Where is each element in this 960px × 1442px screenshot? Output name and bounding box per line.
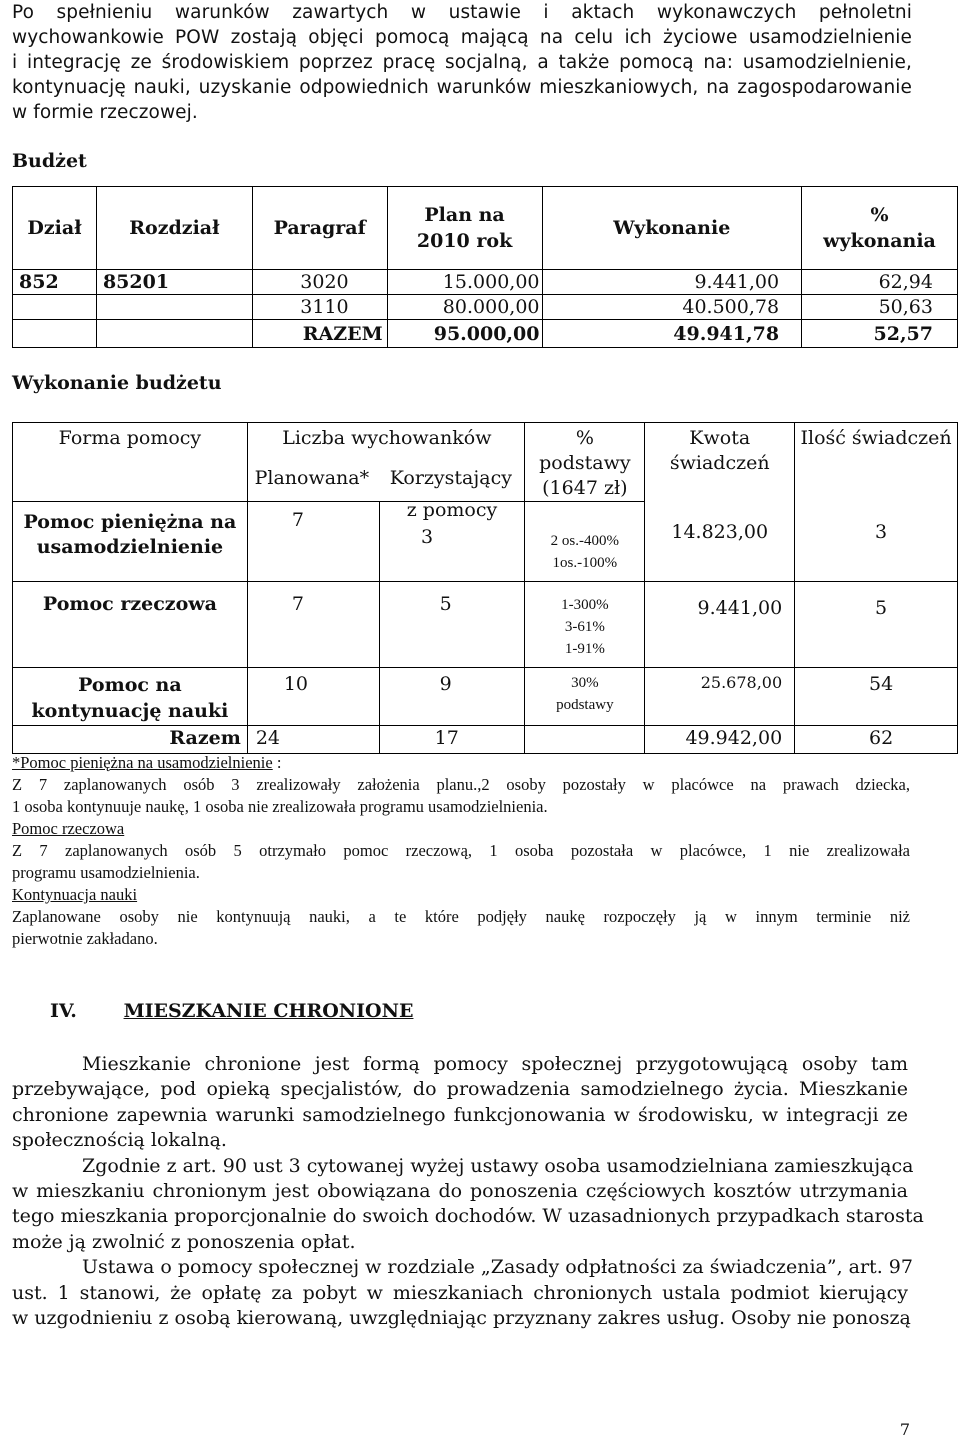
intro-line: wychowankowie POW zostają objęci pomocą mającą na celu ich życiowe usamodzielnienie: [12, 27, 912, 48]
col-header-kwota-line2: świadczeń: [669, 452, 770, 474]
col-header-plan-line1: Plan na: [424, 204, 505, 226]
cell-wykonanie: 40.500,78: [542, 295, 802, 320]
cell-wykonanie: 9.441,00: [542, 270, 802, 295]
col-header-dzial: Dział: [13, 187, 97, 270]
body-line: w mieszkaniu chronionym jest obowiązana do ponoszenia częściowych kosztów utrzymania: [12, 1180, 908, 1203]
note-line: Zaplanowane osoby nie kontynuują nauki, a te które podjęły naukę rozpoczęły ją w innym terminie niż: [12, 907, 910, 926]
table-row: [13, 668, 958, 726]
col-header-pct-line1: %: [575, 427, 594, 449]
cell-forma: [13, 726, 248, 754]
cell-plan: 95.000,00: [387, 320, 542, 348]
col-header-forma-label: Forma pomocy: [58, 427, 202, 449]
table-row: [13, 295, 958, 320]
col-header-pct: [525, 423, 645, 502]
col-header-procent: [802, 187, 958, 270]
budget-table: [12, 186, 958, 348]
cell-plan: 80.000,00: [387, 295, 542, 320]
cell-pct-line2: 1os.-100%: [552, 555, 618, 571]
col-header-pct-line2: podstawy: [539, 452, 631, 474]
cell-pct-line2: 3-61%: [564, 619, 605, 635]
cell-paragraf: 3110: [252, 295, 387, 320]
col-header-procent-line2: wykonania: [823, 230, 936, 252]
col-header-kwota: [645, 423, 795, 582]
body-line: w uzgodnieniu z osobą kierowaną, uwzględniając przyznany zakres usług. Osoby nie ponoszą: [12, 1307, 911, 1330]
cell-pct-line2: podstawy: [556, 697, 614, 713]
col-header-korzystajacy: Korzystający: [389, 467, 512, 489]
cell-ilosc: [795, 668, 958, 726]
cell-ilosc: 3: [875, 521, 888, 543]
cell-kwota-value: 9.441,00: [697, 597, 783, 619]
col-header-pct-line3: (1647 zł): [542, 477, 628, 499]
body-line: ust. 1 stanowi, że opłatę za pobyt w mieszkaniach chronionych ustala podmiot kierujący: [12, 1281, 908, 1304]
table-row-total: [13, 726, 958, 754]
note-line: Z 7 zaplanowanych osób 5 otrzymało pomoc rzeczową, 1 osoba pozostała w placówce, 1 nie zrealizowała: [12, 841, 910, 860]
cell-dzial: 852: [13, 270, 97, 295]
intro-line: i integrację ze środowiskiem poprzez pracę socjalną, a także pomocą na: usamodzielnienie,: [12, 52, 912, 73]
col-header-ilosc: [795, 423, 958, 582]
cell-korzystajacy-value: 3: [420, 526, 434, 548]
note-title-text: *Pomoc pieniężna na usamodzielnienie: [12, 753, 273, 772]
section-heading: [50, 1000, 413, 1022]
body-line: tego mieszkania proporcjonalnie do swoich dochodów. W uzasadnionych przypadkach starosta: [12, 1205, 924, 1228]
col-header-forma: [13, 423, 248, 502]
cell-planowana-value: 7: [291, 593, 304, 615]
note-title-colon: :: [272, 753, 282, 772]
cell-korzystajacy: [379, 668, 525, 726]
cell-dzial: [13, 320, 97, 348]
cell-pct: [525, 582, 645, 668]
body-line: społecznością lokalną.: [12, 1129, 227, 1152]
cell-forma-line1: Razem: [169, 727, 241, 749]
cell-kwota: [645, 726, 795, 754]
cell-plan: 15.000,00: [387, 270, 542, 295]
body-line: może ją zwolnić z ponoszenia opłat.: [12, 1230, 356, 1253]
col-header-korzystajacy-line2: z pomocy: [406, 499, 498, 521]
cell-planowana-value: 7: [291, 509, 304, 531]
cell-wykonanie: 49.941,78: [542, 320, 802, 348]
body-line: przebywające, pod opieką specjalistów, do prowadzenia samodzielnego życia. Mieszkanie: [12, 1078, 908, 1101]
cell-rozdzial: [96, 320, 252, 348]
cell-kwota: 14.823,00: [671, 521, 769, 543]
col-header-procent-line1: %: [870, 204, 889, 226]
table-row: [13, 270, 958, 295]
table-row: [13, 582, 958, 668]
execution-header-row: [13, 423, 958, 502]
note-line: pierwotnie zakładano.: [12, 929, 158, 948]
execution-heading: Wykonanie budżetu: [12, 372, 222, 394]
cell-rozdzial: 85201: [96, 270, 252, 295]
col-header-liczba-label: Liczba wychowanków: [282, 427, 492, 449]
cell-forma-line1: Pomoc pieniężna na: [23, 511, 237, 533]
cell-kwota: [645, 668, 795, 726]
body-line: Zgodnie z art. 90 ust 3 cytowanej wyżej ustawy osoba usamodzielniana zamieszkująca: [82, 1154, 914, 1177]
col-header-paragraf: Paragraf: [252, 187, 387, 270]
execution-table: [12, 422, 958, 754]
col-header-kwota-line1: Kwota: [689, 427, 751, 449]
intro-line: kontynuację nauki, uzyskanie odpowiednich warunków mieszkaniowych, na zagospodarowanie: [12, 77, 912, 98]
section-body: [12, 1052, 924, 1331]
page-number: 7: [899, 1420, 910, 1439]
note-line: programu usamodzielnienia.: [12, 863, 200, 882]
cell-procent: 62,94: [802, 270, 958, 295]
note-title: Kontynuacja nauki: [12, 885, 138, 904]
cell-pct-line1: 2 os.-400%: [550, 533, 619, 549]
cell-pct-line3: 1-91%: [564, 641, 605, 657]
cell-kwota: [645, 582, 795, 668]
cell-ilosc-value: 5: [875, 597, 888, 619]
cell-kwota-value: 25.678,00: [700, 673, 783, 692]
cell-kwota-value: 49.942,00: [685, 727, 783, 749]
col-header-wykonanie: Wykonanie: [542, 187, 802, 270]
col-header-plan: [387, 187, 542, 270]
section-number: IV.: [50, 1000, 77, 1022]
cell-korzystajacy: [379, 499, 525, 582]
cell-forma-line1: Pomoc rzeczowa: [42, 593, 217, 615]
cell-pct-line1: 1-300%: [561, 597, 609, 613]
col-header-liczba: [247, 423, 525, 502]
intro-paragraph: [12, 0, 912, 125]
cell-forma-line2: usamodzielnienie: [36, 536, 224, 558]
cell-korzystajacy-value: 9: [439, 673, 452, 695]
cell-rozdzial: [96, 295, 252, 320]
cell-ilosc: [795, 726, 958, 754]
cell-pct: [525, 668, 645, 726]
body-line: Ustawa o pomocy społecznej w rozdziale „Zasady odpłatności za świadczenia”, art. 97: [82, 1256, 913, 1279]
note-title: [12, 752, 910, 774]
body-line: chronione zapewnia warunki samodzielnego funkcjonowania w środowisku, w integracji ze: [12, 1103, 908, 1126]
cell-planowana: [247, 668, 379, 726]
note-title: Pomoc rzeczowa: [12, 819, 125, 838]
intro-line: w formie rzeczowej.: [12, 102, 198, 123]
cell-paragraf: 3020: [252, 270, 387, 295]
budget-heading: Budżet: [12, 150, 87, 172]
body-line: Mieszkanie chronione jest formą pomocy społecznej przygotowującą osoby tam: [82, 1053, 908, 1075]
section-title: MIESZKANIE CHRONIONE: [123, 1000, 414, 1022]
cell-procent: 52,57: [802, 320, 958, 348]
cell-forma: [13, 502, 248, 582]
budget-header-row: [13, 187, 958, 270]
cell-paragraf: RAZEM: [252, 320, 387, 348]
table-row-total: [13, 320, 958, 348]
cell-pct: [525, 726, 645, 754]
cell-pct-line1: 30%: [571, 675, 599, 691]
notes-section: [12, 752, 910, 950]
cell-korzystajacy: [379, 582, 525, 668]
cell-planowana: [247, 726, 379, 754]
cell-forma: [13, 582, 248, 668]
col-header-planowana: Planowana*: [254, 467, 370, 489]
intro-line: Po spełnieniu warunków zawartych w ustawie i aktach wykonawczych pełnoletni: [12, 2, 912, 23]
cell-planowana: [247, 582, 379, 668]
col-header-rozdzial: Rozdział: [96, 187, 252, 270]
cell-korzystajacy: [379, 726, 525, 754]
note-line: 1 osoba kontynuuje naukę, 1 osoba nie zrealizowała programu usamodzielnienia.: [12, 797, 548, 816]
col-header-plan-line2: 2010 rok: [416, 230, 513, 252]
cell-procent: 50,63: [802, 295, 958, 320]
cell-korzystajacy-value: 17: [434, 727, 459, 749]
cell-korzystajacy-value: 5: [439, 593, 452, 615]
cell-ilosc-value: 62: [868, 727, 894, 749]
cell-forma-line2: kontynuację nauki: [31, 700, 229, 722]
cell-ilosc-value: 54: [868, 673, 894, 695]
cell-planowana: [247, 502, 379, 582]
cell-ilosc: [795, 582, 958, 668]
cell-dzial: [13, 295, 97, 320]
note-line: Z 7 zaplanowanych osób 3 zrealizowały założenia planu.,2 osoby pozostały w placówce na prawach dziecka,: [12, 775, 910, 794]
cell-forma: [13, 668, 248, 726]
cell-pct: [525, 502, 645, 582]
cell-forma-line1: Pomoc na: [78, 674, 182, 696]
col-header-ilosc-label: Ilość świadczeń: [800, 427, 952, 449]
cell-planowana-value: 10: [283, 673, 309, 695]
cell-planowana-value: 24: [255, 727, 281, 749]
